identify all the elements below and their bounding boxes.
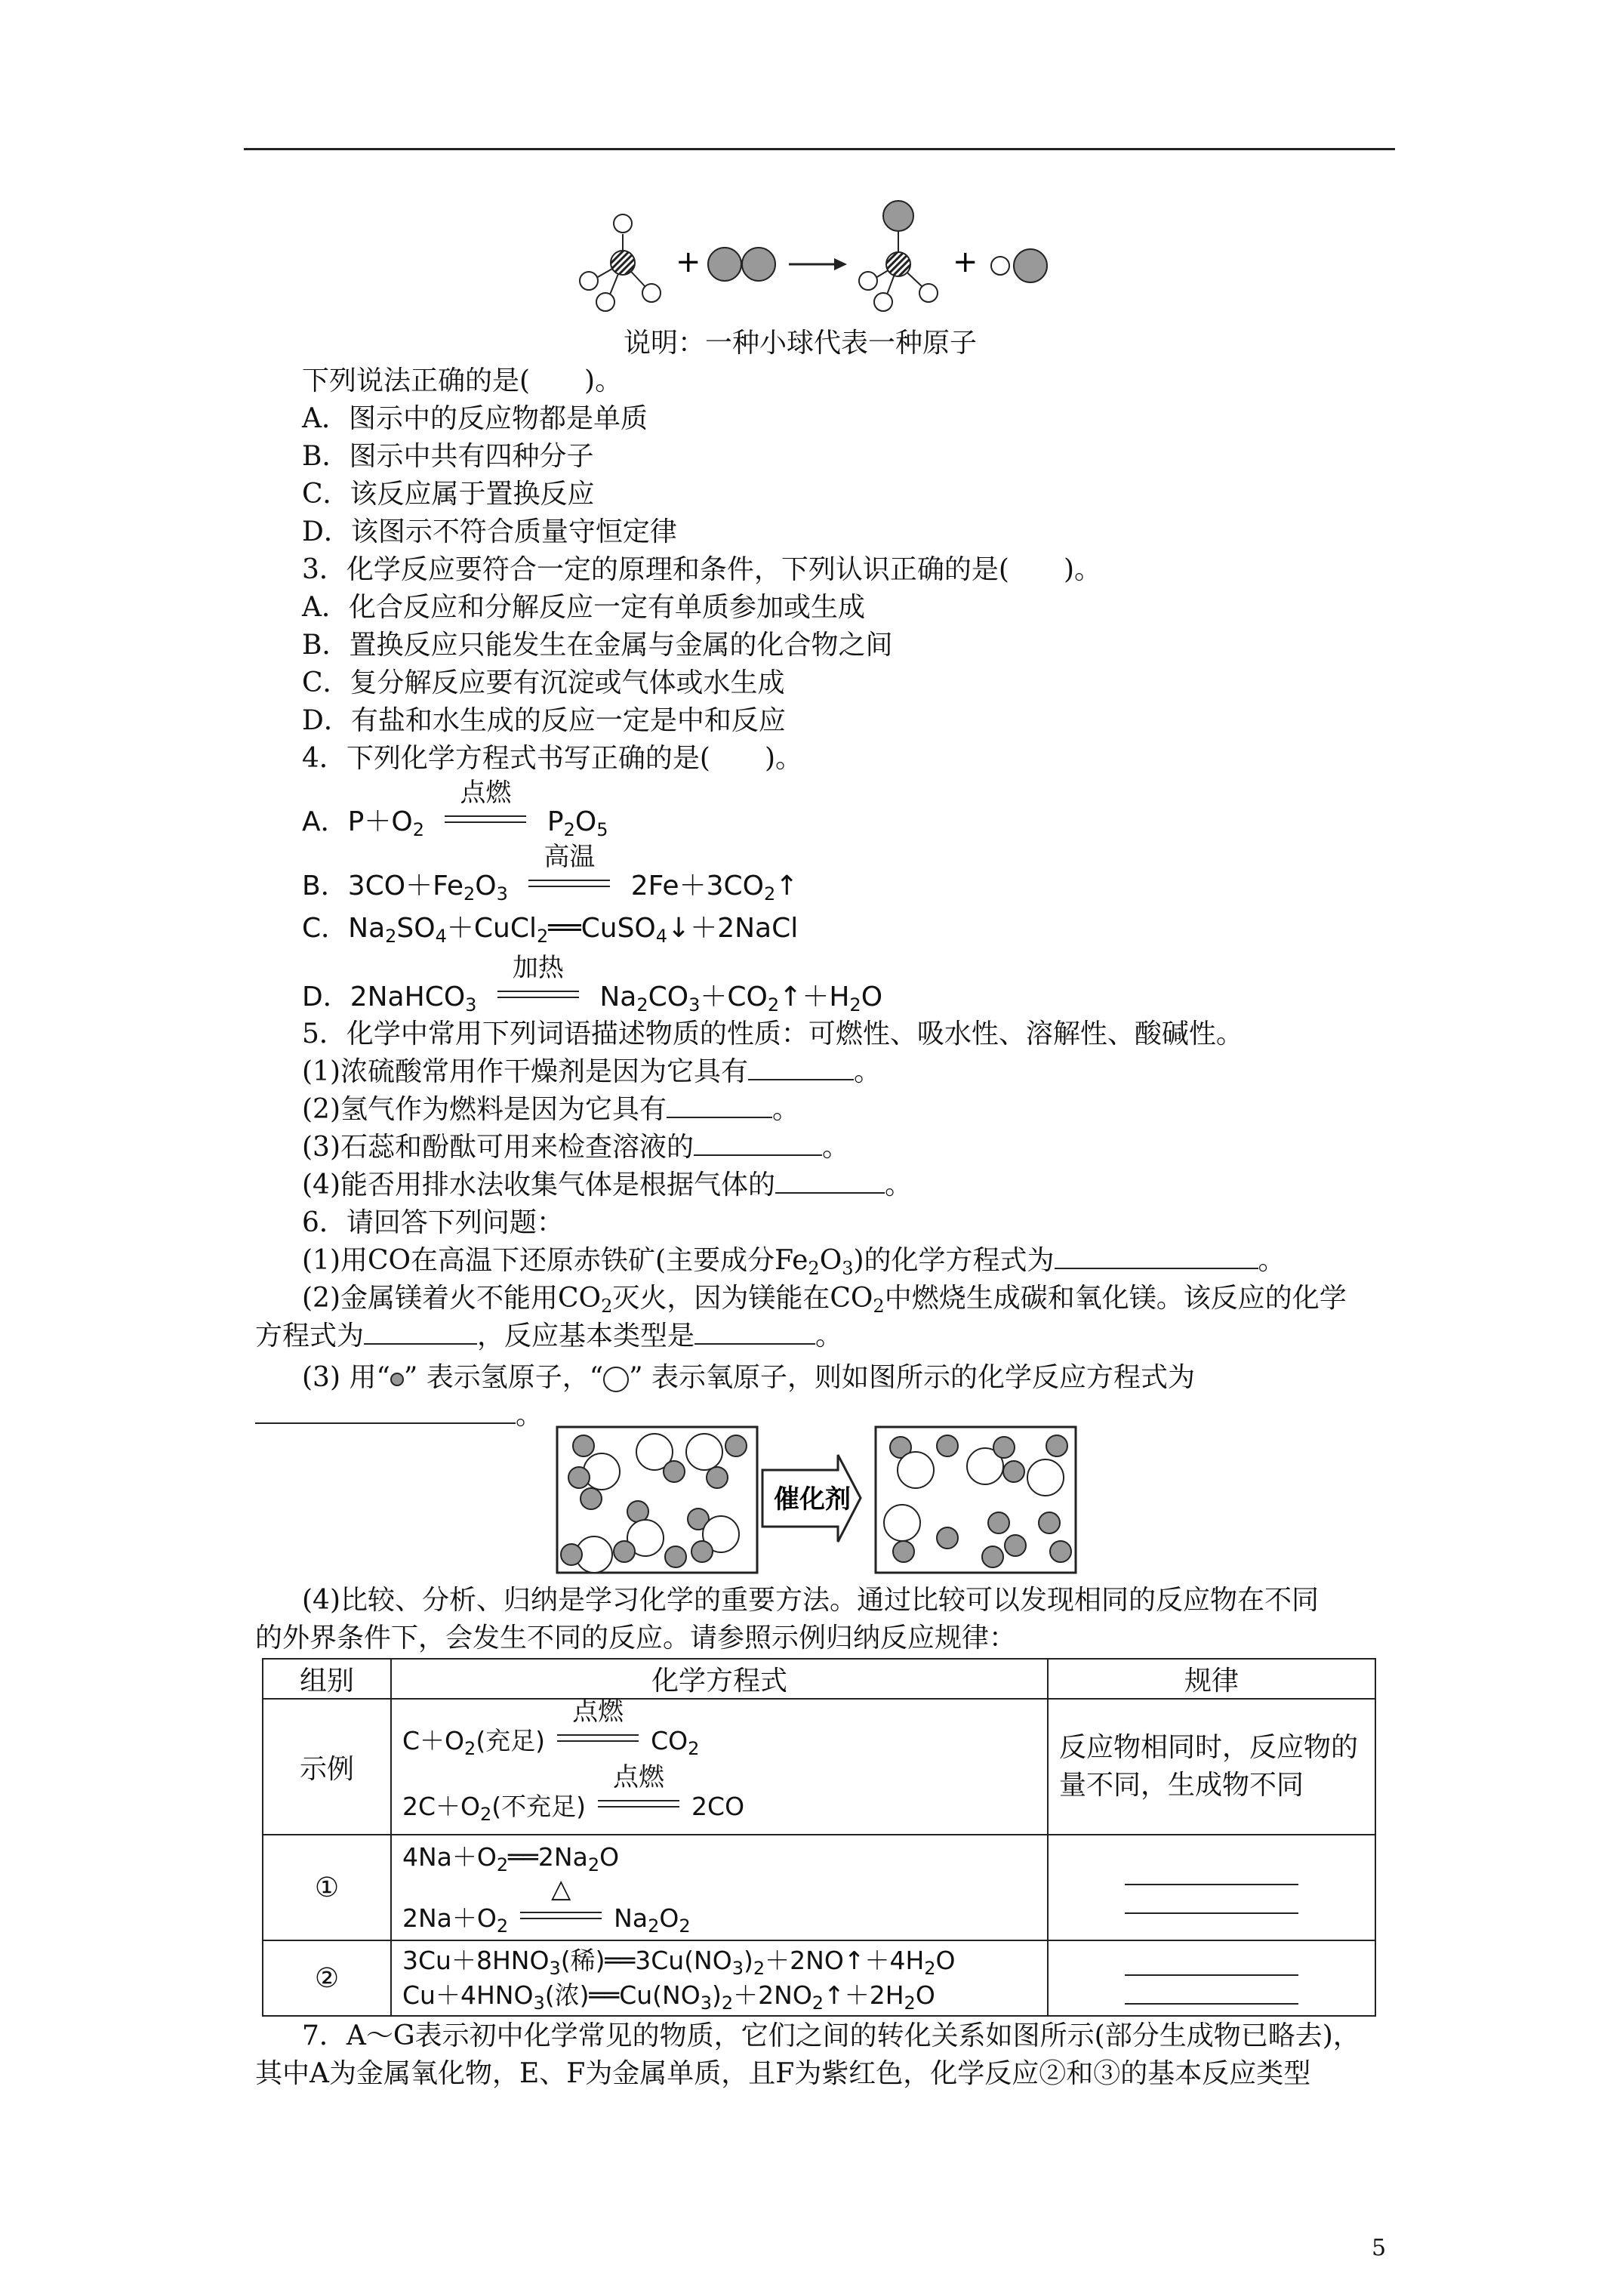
table-row xyxy=(263,1699,1375,1835)
product-molecule xyxy=(859,201,938,311)
rule-cell: 反应物相同时，反应物的量不同，生成物不同 xyxy=(1048,1699,1375,1835)
figure-caption: 说明：一种小球代表一种原子 xyxy=(624,328,978,359)
q5-item-2: (2)氢气作为燃料是因为它具有 。 xyxy=(302,1091,799,1129)
q3-option-a: A．化合反应和分解反应一定有单质参加或生成 xyxy=(302,592,865,623)
header-rule: 规律 xyxy=(1048,1659,1375,1699)
methane-like-molecule xyxy=(580,214,661,311)
hcl-like-molecule xyxy=(991,249,1047,282)
group-cell: ① xyxy=(263,1835,391,1940)
q2-option-c: C．该反应属于置换反应 xyxy=(302,479,595,510)
hydrogen-atom-icon xyxy=(390,1373,404,1386)
group-cell: 示例 xyxy=(263,1699,391,1835)
q6-part-2: (2)金属镁着火不能用$CO_2$灭火，因为镁能在$CO_2$中燃烧生成碳和氧化镁。该反应的化学 xyxy=(302,1283,1347,1317)
catalyst-reaction-figure xyxy=(555,1425,1083,1576)
q4-option-a: A．$P+O_2$ 点燃 $P_2O_5$ xyxy=(302,778,608,840)
q2-option-d: D．该图示不符合质量守恒定律 xyxy=(302,516,677,547)
q6-part-1: (1)用CO在高温下还原赤铁矿(主要成分$Fe_2O_3$)的化学方程式为 。 xyxy=(302,1242,1286,1280)
q6-part-3-answer: 。 xyxy=(255,1397,543,1435)
rule-answer-cell[interactable] xyxy=(1048,1940,1375,2016)
q4-option-c: C．$Na_2SO_4+CuCl_2══CuSO_4↓+2NaCl$ xyxy=(302,913,799,947)
q6-part-4: (4)比较、分析、归纳是学习化学的重要方法。通过比较可以发现相同的反应物在不同 xyxy=(302,1585,1319,1616)
q7-line-1: 7．A～G表示初中化学常见的物质，它们之间的转化关系如图所示(部分生成物已略去)， xyxy=(302,2020,1360,2051)
catalyst-arrow xyxy=(762,1455,861,1542)
oxygen-atom-icon xyxy=(603,1367,629,1392)
q4-option-d: D．2NaHCO$_3$ 加热 $Na_2CO_3+CO_2↑+H_2O$ xyxy=(302,953,883,1015)
molecule-reaction-figure xyxy=(574,196,1072,325)
q5-item-3: (3)石蕊和酚酞可用来检查溶液的 。 xyxy=(302,1129,849,1166)
equation-cell: $3Cu+8HNO_3$(稀)$══3Cu(NO_3)_2+2NO↑+4H_2O$ $Cu+4HNO_3$(浓)$══Cu(NO_3)_2+2NO_2↑+2H_2O$ xyxy=(391,1940,1048,2016)
header-equation: 化学方程式 xyxy=(391,1659,1048,1699)
q2-option-b: B．图示中共有四种分子 xyxy=(302,441,594,472)
q2-stem: 下列说法正确的是( )。 xyxy=(302,365,623,396)
group-cell: ② xyxy=(263,1940,391,2016)
q3-option-b: B．置换反应只能发生在金属与金属的化合物之间 xyxy=(302,630,893,661)
rule-answer-cell[interactable] xyxy=(1048,1835,1375,1940)
diatomic-molecule xyxy=(708,248,775,281)
equation-cell: $4Na+O_2══2Na_2O$ $2Na+O_2$ △ $Na_2O_2$ xyxy=(391,1835,1048,1940)
reaction-rules-table xyxy=(262,1658,1376,2017)
q7-line-2: 其中A为金属氧化物，E、F为金属单质，且F为紫红色，化学反应②和③的基本反应类型 xyxy=(255,2058,1311,2089)
q6-part-3: (3) 用“ ” 表示氢原子，“ ” 表示氧原子，则如图所示的化学反应方程式为 xyxy=(302,1362,1195,1393)
q3-option-d: D．有盐和水生成的反应一定是中和反应 xyxy=(302,705,786,736)
q3-option-c: C．复分解反应要有沉淀或气体或水生成 xyxy=(302,667,785,698)
reaction-arrow xyxy=(789,258,847,270)
table-row xyxy=(263,1835,1375,1940)
header-group: 组别 xyxy=(263,1659,391,1699)
table-header-row xyxy=(263,1659,1375,1699)
q6-part-4-line-2: 的外界条件下，会发生不同的反应。请参照示例归纳反应规律： xyxy=(255,1623,1017,1653)
q4-stem: 4．下列化学方程式书写正确的是( )。 xyxy=(302,743,802,774)
plus-sign: + xyxy=(676,245,701,279)
table-row xyxy=(263,1940,1375,2016)
page-number: 5 xyxy=(1372,2235,1387,2261)
plus-sign: + xyxy=(953,245,978,279)
q6-part-2-line-2: 方程式为 ，反应基本类型是 。 xyxy=(255,1318,842,1355)
q2-option-a: A．图示中的反应物都是单质 xyxy=(302,403,648,434)
q4-option-b: B．$3CO+Fe_2O_3$ 高温 $2Fe+3CO_2↑$ xyxy=(302,842,799,905)
q6-stem: 6．请回答下列问题： xyxy=(302,1207,564,1238)
q5-stem: 5．化学中常用下列词语描述物质的性质：可燃性、吸水性、溶解性、酸碱性。 xyxy=(302,1019,1243,1049)
equation-cell: $C+O_2$(充足) 点燃 $CO_2$ $2C+O_2$(不充足) 点燃 2CO xyxy=(391,1699,1048,1835)
q3-stem: 3．化学反应要符合一定的原理和条件，下列认识正确的是( )。 xyxy=(302,554,1101,585)
svg-text:催化剂: 催化剂 xyxy=(774,1484,851,1515)
q5-item-4: (4)能否用排水法收集气体是根据气体的 。 xyxy=(302,1166,912,1204)
header-rule xyxy=(244,148,1395,150)
q5-item-1: (1)浓硫酸常用作干燥剂是因为它具有 。 xyxy=(302,1053,881,1091)
